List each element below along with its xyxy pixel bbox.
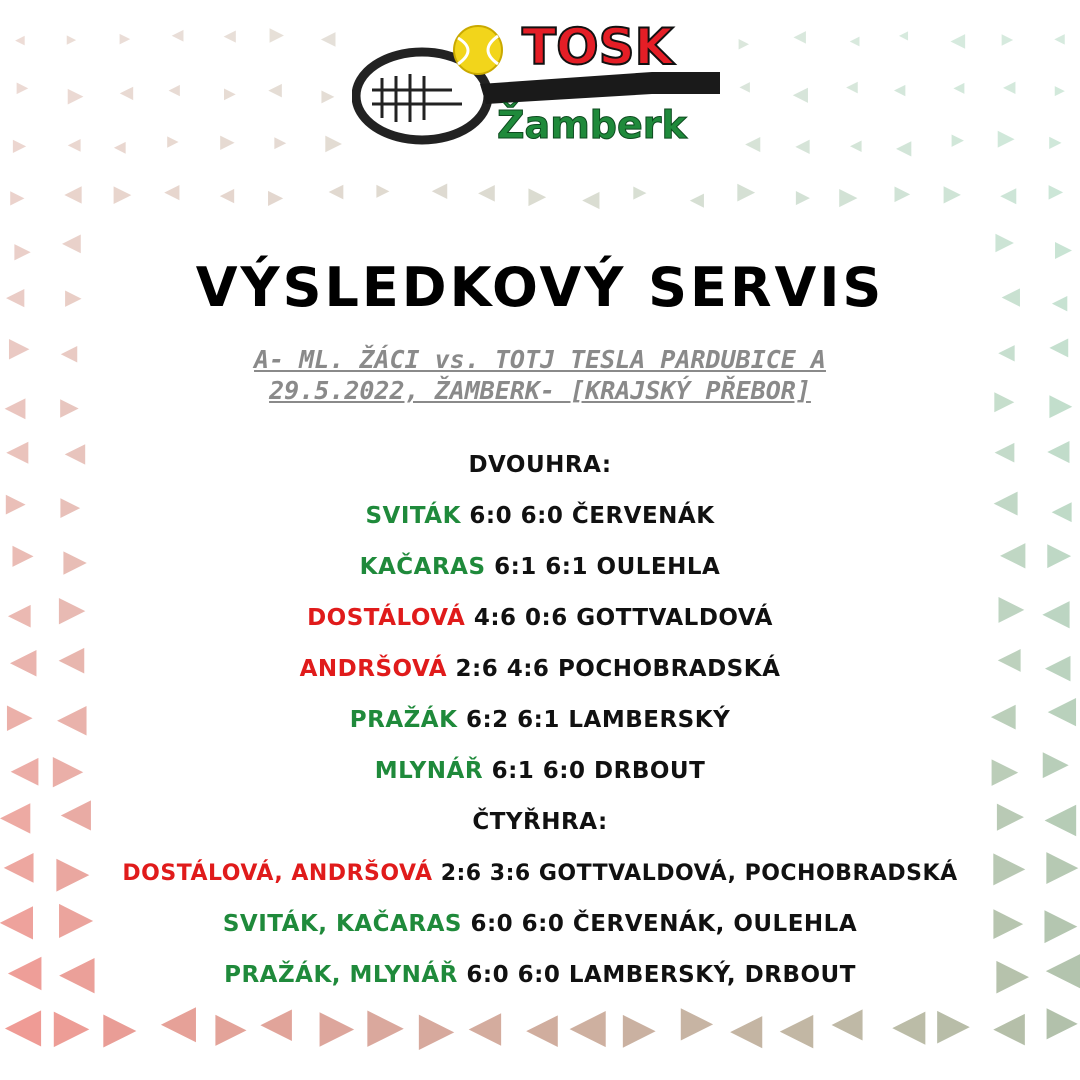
match-score: 6:0 6:0 (470, 911, 565, 937)
decor-triangle (220, 189, 234, 203)
home-player: SVITÁK (365, 503, 461, 529)
match-score: 6:1 6:1 (494, 554, 588, 580)
decor-triangle (796, 191, 810, 205)
decor-triangle (739, 82, 749, 92)
decor-triangle (329, 185, 344, 200)
away-player: OULEHLA (596, 554, 721, 580)
decor-triangle (953, 83, 964, 94)
decor-triangle (64, 186, 81, 203)
singles-result-row (0, 593, 1080, 644)
decor-triangle (896, 141, 911, 156)
decor-triangle (224, 30, 236, 42)
home-player: KAČARAS (359, 554, 486, 580)
decor-triangle (17, 83, 29, 95)
results-list (0, 440, 1080, 1001)
singles-result-row (0, 644, 1080, 695)
decor-triangle (10, 191, 24, 205)
decor-triangle (793, 31, 805, 43)
decor-triangle (376, 185, 389, 198)
decor-triangle (1003, 82, 1015, 94)
decor-triangle (167, 136, 178, 147)
decor-triangle (895, 187, 911, 203)
decor-triangle (793, 88, 808, 103)
doubles-result-row (0, 899, 1080, 950)
decor-triangle (745, 137, 760, 152)
decor-triangle (850, 37, 860, 47)
decor-triangle (690, 194, 704, 208)
match-info (0, 344, 1080, 406)
decor-triangle (952, 135, 964, 147)
decor-triangle (15, 36, 25, 46)
match-score: 4:6 0:6 (473, 605, 568, 631)
home-pair: PRAŽÁK, MLYNÁŘ (224, 962, 458, 988)
decor-triangle (832, 1009, 863, 1040)
decor-triangle (172, 30, 184, 42)
decor-triangle (937, 1011, 970, 1044)
decor-triangle (120, 34, 131, 45)
decor-triangle (892, 1012, 925, 1045)
decor-triangle (320, 1012, 355, 1047)
home-player: DOSTÁLOVÁ (307, 605, 466, 631)
match-score: 6:0 6:0 (466, 962, 561, 988)
decor-triangle (528, 188, 546, 206)
decor-triangle (419, 1015, 454, 1050)
singles-result-row (0, 542, 1080, 593)
decor-triangle (739, 39, 749, 49)
decor-triangle (367, 1011, 403, 1047)
home-player: ANDRŠOVÁ (299, 656, 447, 682)
decor-triangle (161, 1007, 196, 1042)
decor-triangle (993, 1014, 1025, 1046)
decor-triangle (846, 82, 858, 94)
decor-triangle (1055, 86, 1065, 96)
singles-result-row (0, 491, 1080, 542)
match-info-date-venue: 29.5.2022, ŽAMBERK- [KRAJSKÝ PŘEBOR] (269, 376, 811, 405)
decor-triangle (68, 139, 81, 152)
decor-triangle (1002, 34, 1014, 46)
decor-triangle (68, 89, 84, 105)
away-player: DRBOUT (594, 758, 706, 784)
match-info-teams: A- ML. ŽÁCI vs. TOTJ TESLA PARDUBICE A (254, 345, 826, 374)
decor-triangle (220, 136, 234, 150)
decor-triangle (1000, 188, 1016, 204)
decor-triangle (570, 1011, 606, 1047)
decor-triangle (321, 90, 334, 103)
page-title: VÝSLEDKOVÝ SERVIS (195, 256, 885, 319)
away-player: LAMBERSKÝ (568, 707, 731, 733)
decor-triangle (839, 189, 857, 207)
decor-triangle (1049, 137, 1061, 149)
away-player: POCHOBRADSKÁ (557, 656, 781, 682)
decor-triangle (478, 185, 495, 202)
singles-result-row (0, 746, 1080, 797)
decor-triangle (944, 186, 961, 203)
decor-triangle (114, 142, 126, 154)
singles-header (0, 440, 1080, 491)
decor-triangle (114, 186, 132, 204)
singles-result-row (0, 695, 1080, 746)
away-pair: GOTTVALDOVÁ, POCHOBRADSKÁ (538, 861, 958, 886)
singles-header-label: DVOUHRA: (468, 452, 612, 478)
decor-triangle (633, 187, 646, 200)
decor-triangle (54, 1012, 90, 1048)
home-pair: SVITÁK, KAČARAS (222, 911, 462, 937)
logo-text-zamberk: Žamberk (497, 103, 687, 147)
decor-triangle (899, 31, 908, 40)
decor-triangle (432, 184, 447, 199)
home-player: PRAŽÁK (349, 707, 458, 733)
decor-triangle (268, 84, 282, 98)
doubles-result-row (0, 848, 1080, 899)
decor-triangle (325, 136, 342, 153)
decor-triangle (67, 35, 76, 44)
decor-triangle (526, 1015, 558, 1047)
decor-triangle (950, 34, 965, 49)
decor-triangle (164, 185, 179, 200)
doubles-header (0, 797, 1080, 848)
decor-triangle (169, 85, 180, 96)
decor-triangle (1054, 34, 1064, 44)
match-score: 6:0 6:0 (469, 503, 564, 529)
decor-triangle (1047, 1008, 1078, 1039)
tosk-zamberk-logo (352, 18, 732, 148)
doubles-result-row (0, 950, 1080, 1001)
doubles-header-label: ČTYŘHRA: (472, 809, 608, 835)
decor-triangle (270, 28, 284, 42)
decor-triangle (730, 1016, 762, 1048)
decor-triangle (224, 89, 236, 101)
logo-text-tosk: TOSK (522, 18, 674, 76)
decor-triangle (13, 140, 26, 153)
match-score: 2:6 4:6 (455, 656, 550, 682)
home-player: MLYNÁŘ (374, 758, 484, 784)
decor-triangle (120, 87, 133, 100)
match-score: 6:2 6:1 (465, 707, 560, 733)
decor-triangle (998, 131, 1015, 148)
decor-triangle (623, 1015, 656, 1048)
decor-triangle (795, 140, 809, 154)
decor-triangle (260, 1009, 291, 1040)
decor-triangle (737, 184, 755, 202)
match-score: 6:1 6:0 (491, 758, 586, 784)
decor-triangle (215, 1015, 246, 1046)
decor-triangle (894, 85, 905, 96)
decor-triangle (681, 1008, 713, 1040)
decor-triangle (469, 1013, 501, 1045)
away-player: ČERVENÁK (571, 503, 715, 529)
decor-triangle (995, 234, 1013, 252)
decor-triangle (321, 32, 336, 47)
decor-triangle (268, 191, 283, 206)
decor-triangle (5, 1010, 41, 1046)
decor-triangle (780, 1015, 814, 1049)
match-score: 2:6 3:6 (440, 861, 531, 886)
away-pair: LAMBERSKÝ, DRBOUT (568, 962, 856, 988)
decor-triangle (1049, 185, 1064, 200)
away-pair: ČERVENÁK, OULEHLA (572, 911, 858, 937)
home-pair: DOSTÁLOVÁ, ANDRŠOVÁ (122, 861, 433, 886)
decor-triangle (274, 137, 286, 149)
decor-triangle (103, 1015, 136, 1048)
decor-triangle (62, 234, 81, 253)
away-player: GOTTVALDOVÁ (576, 605, 773, 631)
decor-triangle (850, 140, 862, 152)
decor-triangle (582, 192, 599, 209)
